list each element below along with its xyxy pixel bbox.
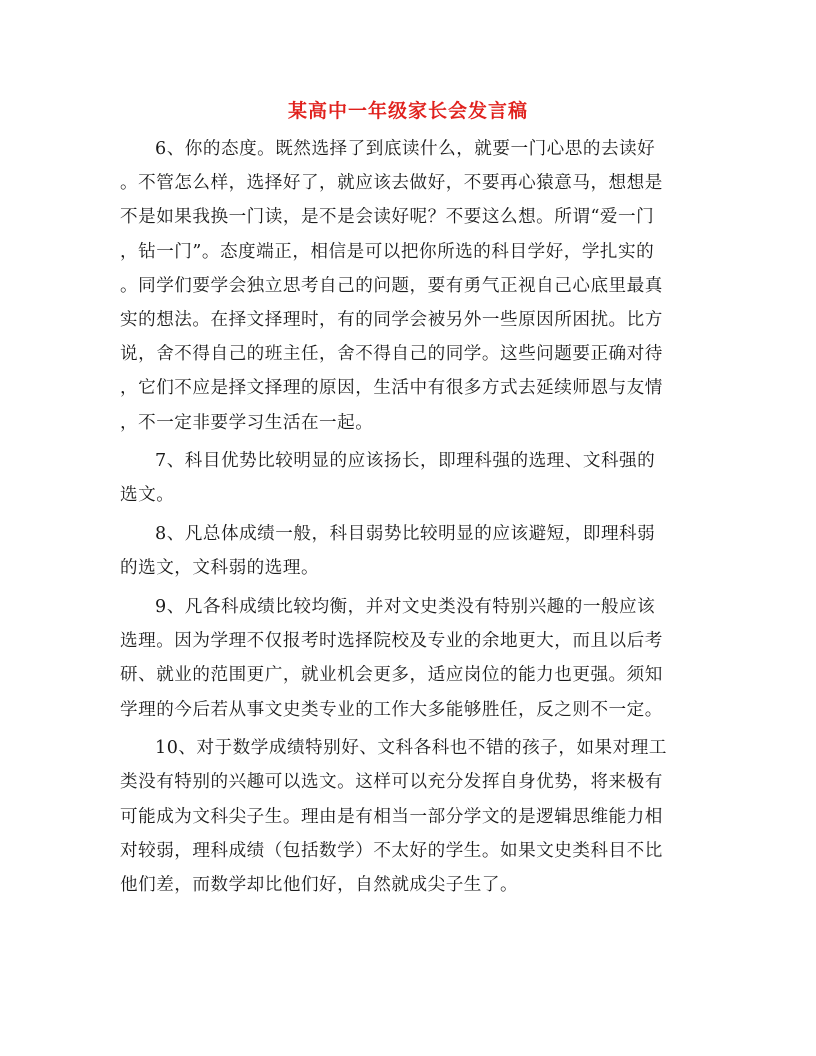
text-line: 研、就业的范围更广，就业机会更多，适应岗位的能力也更强。须知	[120, 665, 663, 686]
text-line: 对较弱，理科成绩（包括数学）不太好的学生。如果文史类科目不比	[120, 840, 663, 861]
text-line: ，它们不应是择文择理的原因，生活中有很多方式去延续师恩与友情	[120, 378, 663, 399]
text-line: 。同学们要学会独立思考自己的问题，要有勇气正视自己心底里最真	[120, 275, 663, 296]
text-line: 8、凡总体成绩一般，科目弱势比较明显的应该避短，即理科弱	[155, 524, 656, 545]
text-line: 7、科目优势比较明显的应该扬长，即理科强的选理、文科强的	[155, 451, 656, 472]
text-line: ，钻一门”。态度端正，相信是可以把你所选的科目学好，学扎实的	[120, 241, 655, 262]
document-title: 某高中一年级家长会发言稿	[287, 100, 528, 122]
text-line: 他们差，而数学却比他们好，自然就成尖子生了。	[120, 874, 519, 895]
paragraph	[120, 444, 695, 512]
text-line: 选理。因为学理不仅报考时选择院校及专业的余地更大，而且以后考	[120, 631, 663, 652]
paragraph	[120, 731, 695, 902]
text-line: 学理的今后若从事文史类专业的工作大多能够胜任，反之则不一定。	[120, 699, 663, 720]
text-line: 9、凡各科成绩比较均衡，并对文史类没有特别兴趣的一般应该	[155, 596, 656, 617]
text-line: 说，舍不得自己的班主任，舍不得自己的同学。这些问题要正确对待	[120, 344, 663, 365]
text-line: 。不管怎么样，选择好了，就应该去做好，不要再心猿意马，想想是	[120, 173, 663, 194]
text-line: 可能成为文科尖子生。理由是有相当一部分学文的是逻辑思维能力相	[120, 806, 663, 827]
text-line: 类没有特别的兴趣可以选文。这样可以充分发挥自身优势，将来极有	[120, 772, 663, 793]
text-line: 不是如果我换一门读，是不是会读好呢？不要这么想。所谓“爱一门	[120, 207, 655, 228]
document-body	[120, 132, 695, 907]
text-line: 选文。	[120, 485, 175, 506]
text-line: 的选文，文科弱的选理。	[120, 558, 320, 579]
paragraph	[120, 517, 695, 585]
paragraph	[120, 590, 695, 727]
text-line: 10、对于数学成绩特别好、文科各科也不错的孩子，如果对理工	[155, 738, 667, 759]
paragraph	[120, 132, 695, 440]
text-line: 6、你的态度。既然选择了到底读什么，就要一门心思的去读好	[155, 139, 656, 159]
text-line: 实的想法。在择文择理时，有的同学会被另外一些原因所困扰。比方	[120, 309, 663, 330]
text-line: ，不一定非要学习生活在一起。	[120, 412, 374, 433]
